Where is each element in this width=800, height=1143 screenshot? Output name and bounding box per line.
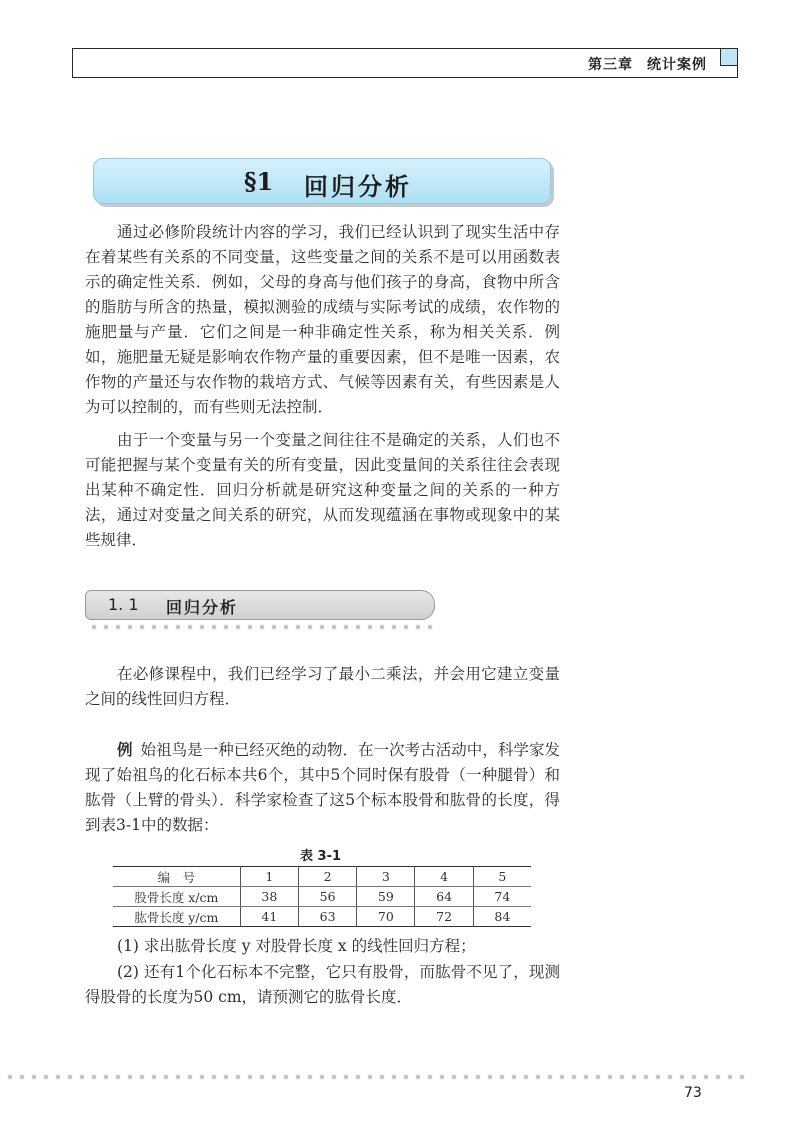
table-cell: 肱骨长度 y/cm [134, 909, 219, 925]
table-cell: 63 [298, 907, 356, 927]
table-cell: 84 [473, 907, 531, 927]
question-2: (2) 还有1个化石标本不完整，它只有股骨，而肱骨不见了，现测得股骨的长度为50 cm，请预测它的肱骨长度． [85, 963, 560, 1006]
intro-paragraph-2: 由于一个变量与另一个变量之间往往不是确定的关系，人们也不可能把握与某个变量有关的所有变量，因此变量间的关系往往会表现出某种不确定性．回归分析就是研究这种变量之间的关系的一种方法，通过对变量之间关系的研究，从而发现蕴涵在事物或现象中的某些规律． [85, 431, 560, 549]
intro-paragraph-1: 通过必修阶段统计内容的学习，我们已经认识到了现实生活中存在着某些有关系的不同变量，这些变量之间的关系不是可以用函数表示的确定性关系．例如，父母的身高与他们孩子的身高，食物中所含的脂肪与所含的热量，模拟测验的成绩与实际考试的成绩，农作物的施肥量与产量．它们之间是一种非确定性关系，称为相关关系．例如，施肥量无疑是影响农作物产量的重要因素，但不是唯一因素，农作物的产量还与农作物的栽培方式、气候等因素有关，有些因素是人为可以控制的，而有些则无法控制． [85, 223, 560, 416]
table-cell: 5 [473, 867, 531, 887]
table-cell: 编 号 [113, 867, 240, 887]
section-number: §1 [244, 167, 274, 196]
table-cell: 64 [415, 887, 473, 907]
data-table [113, 866, 531, 927]
chapter-label [588, 54, 707, 74]
table-row [113, 907, 531, 927]
footer-dotted-rule [4, 1074, 748, 1080]
header-corner-decoration [720, 49, 737, 66]
chapter-title: 统计案例 [647, 57, 707, 73]
table-cell: 74 [473, 887, 531, 907]
subsection-number: 1. 1 [108, 595, 139, 614]
table-cell: 4 [415, 867, 473, 887]
table-cell: 41 [240, 907, 298, 927]
table-cell: 股骨长度 x/cm [113, 887, 240, 907]
table-cell: 3 [357, 867, 415, 887]
table-cell: 72 [415, 907, 473, 927]
table-cell: 56 [298, 887, 356, 907]
table-row [113, 867, 531, 887]
table-cell: 38 [240, 887, 298, 907]
example-paragraph [85, 738, 560, 838]
table-cell: 59 [357, 887, 415, 907]
table-row [113, 887, 531, 907]
subsection-dotted-rule [88, 624, 436, 630]
subsection-title: 回归分析 [166, 598, 239, 617]
chapter-header [72, 48, 738, 78]
section-banner [93, 158, 551, 204]
table-cell: 2 [298, 867, 356, 887]
subsection-paragraph: 在必修课程中，我们已经学习了最小二乘法，并会用它建立变量之间的线性回归方程． [85, 665, 560, 708]
example-text: 始祖鸟是一种已经灭绝的动物．在一次考古活动中，科学家发现了始祖鸟的化石标本共6个，其中5个同时保有股骨（一种腿骨）和肱骨（上臂的骨头）．科学家检查了这5个标本股骨和肱骨的长度，得到表3-1中的数据： [85, 741, 560, 834]
example-label: 例 [117, 741, 133, 759]
subsection-banner [85, 590, 435, 620]
table-cell: 70 [357, 907, 415, 927]
table-cell: 1 [240, 867, 298, 887]
section-title: 回归分析 [304, 173, 412, 201]
page-number: 73 [684, 1085, 702, 1101]
question-1: (1) 求出肱骨长度 y 对股骨长度 x 的线性回归方程； [117, 937, 476, 955]
chapter-number: 第三章 [588, 57, 633, 73]
table-caption: 表 3-1 [300, 849, 342, 864]
